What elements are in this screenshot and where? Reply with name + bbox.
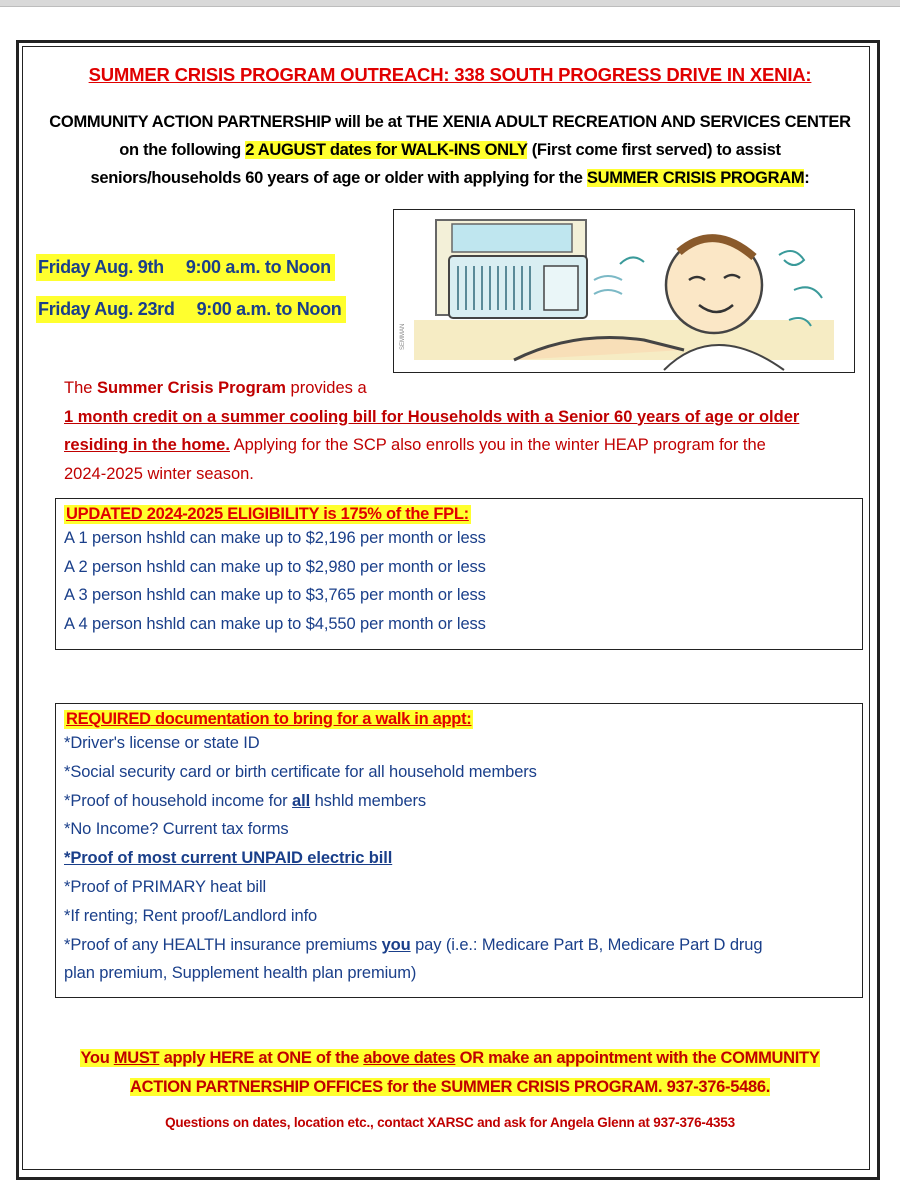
date-day: Friday Aug. 23rd — [38, 299, 175, 319]
must-apply-notice — [40, 1044, 860, 1102]
program-text: Applying for the SCP also enrolls you in the winter HEAP program for the — [229, 436, 766, 454]
residing-statement: residing in the home. — [64, 436, 230, 454]
doc-item — [64, 787, 862, 816]
doc-text: *Proof of household income for — [64, 791, 293, 810]
eligibility-line: A 1 person hshld can make up to $2,196 per month or less — [64, 529, 486, 547]
program-line-3 — [64, 431, 854, 460]
must-line-1 — [40, 1044, 860, 1073]
must-word: MUST — [113, 1049, 160, 1067]
doc-text: *Proof of any HEALTH insurance premiums — [64, 935, 382, 954]
documentation-box — [55, 703, 863, 998]
intro-paragraph — [30, 108, 870, 192]
above-dates-word: above dates — [363, 1049, 456, 1067]
questions-contact: Questions on dates, location etc., contact XARSC and ask for Angela Glenn at 937-376-4353 — [165, 1115, 735, 1130]
doc-item: *If renting; Rent proof/Landlord info — [64, 906, 318, 925]
intro-line-2 — [30, 136, 870, 164]
eligibility-line: A 4 person hshld can make up to $4,550 per month or less — [64, 615, 486, 634]
doc-item — [64, 931, 862, 960]
date-time: 9:00 a.m. to Noon — [196, 299, 342, 319]
doc-item: *Social security card or birth certificate for all household members — [64, 762, 537, 781]
doc-item: *Driver's license or state ID — [64, 734, 260, 752]
you-emphasis: you — [381, 935, 411, 954]
documentation-heading — [64, 710, 473, 729]
must-text: apply HERE at ONE of the — [159, 1049, 364, 1067]
credit-statement: 1 month credit on a summer cooling bill for Households with a Senior 60 years of age or older — [64, 407, 800, 426]
intro-text: (First come first served) to assist — [527, 141, 781, 159]
cooling-man-illustration — [394, 210, 854, 372]
illustration-caption: SEMMAN — [400, 323, 406, 350]
doc-text: hshld members — [310, 791, 427, 810]
required-word: REQUIRED — [66, 710, 151, 728]
eligibility-box — [55, 498, 863, 650]
program-line-4: 2024-2025 winter season. — [64, 464, 254, 483]
doc-item: *No Income? Current tax forms — [64, 820, 289, 839]
cap-offices-phone: ACTION PARTNERSHIP OFFICES for the SUMMER CRISIS PROGRAM. 937-376-5486. — [129, 1078, 771, 1096]
program-name: Summer Crisis Program — [97, 379, 286, 397]
eligibility-heading: UPDATED 2024-2025 ELIGIBILITY is 175% of the FPL: — [66, 505, 469, 523]
doc-text: pay (i.e.: Medicare Part B, Medicare Part D drug — [410, 935, 763, 954]
date-row-2 — [36, 296, 346, 323]
documentation-heading-text: documentation to bring for a walk in appt: — [150, 710, 472, 728]
program-name-highlight: SUMMER CRISIS PROGRAM — [586, 169, 805, 187]
doc-item-electric-bill: *Proof of most current UNPAID electric bill — [64, 849, 393, 868]
eligibility-line: A 3 person hshld can make up to $3,765 per month or less — [64, 586, 486, 605]
all-emphasis: all — [292, 791, 311, 810]
date-time: 9:00 a.m. to Noon — [185, 257, 331, 277]
program-line-1 — [64, 374, 854, 403]
intro-text: on the following — [119, 141, 246, 159]
program-line-2 — [64, 403, 854, 432]
date-row-1 — [36, 254, 335, 281]
intro-text: seniors/households 60 years of age or older with applying for the — [90, 169, 587, 187]
intro-text: : — [804, 169, 810, 187]
must-line-2 — [40, 1073, 860, 1102]
program-text: The — [64, 379, 98, 397]
intro-line-3 — [30, 164, 870, 192]
eligibility-line: A 2 person hshld can make up to $2,980 per month or less — [64, 557, 486, 576]
must-text: OR make an appointment with the COMMUNITY — [455, 1049, 820, 1067]
must-text: You — [80, 1049, 114, 1067]
program-description — [64, 374, 854, 488]
program-text: provides a — [285, 379, 367, 397]
intro-line-1: COMMUNITY ACTION PARTNERSHIP will be at THE XENIA ADULT RECREATION AND SERVICES CENTER — [49, 113, 851, 131]
doc-item: plan premium, Supplement health plan premium) — [64, 964, 417, 983]
window-top-bar — [0, 0, 900, 7]
air-conditioner-illustration — [393, 209, 855, 373]
doc-item: *Proof of PRIMARY heat bill — [64, 877, 267, 896]
date-day: Friday Aug. 9th — [38, 257, 164, 277]
flyer-title: SUMMER CRISIS PROGRAM OUTREACH: 338 SOUTH PROGRESS DRIVE IN XENIA: — [88, 64, 812, 85]
walk-in-dates-highlight: 2 AUGUST dates for WALK-INS ONLY — [245, 141, 528, 159]
